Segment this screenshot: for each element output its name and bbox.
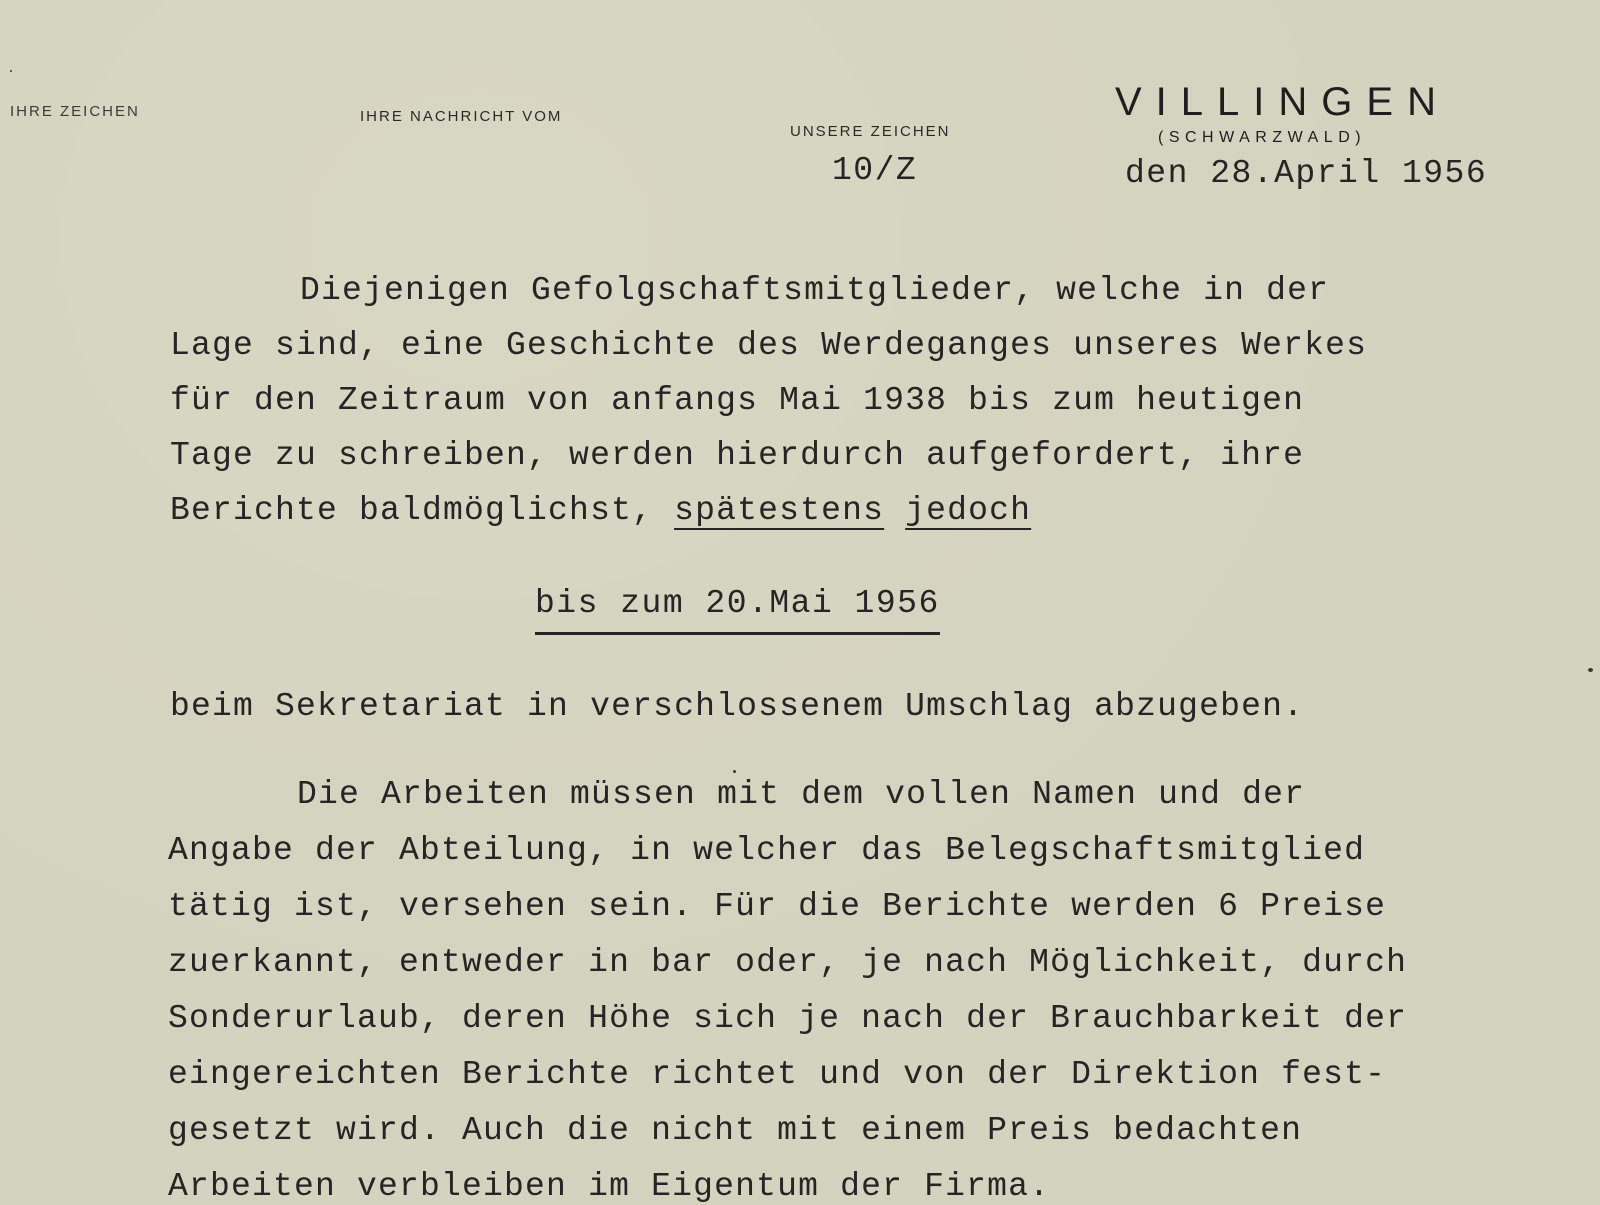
paragraph-3-line-2: Angabe der Abteilung, in welcher das Belegschaftsmitglied [168,832,1366,869]
letter-date: den 28.April 1956 [1125,155,1488,192]
paragraph-3-line-1: Die Arbeiten müssen mit dem vollen Namen und der [297,776,1306,813]
paragraph-3-line-7: gesetzt wird. Auch die nicht mit einem Preis bedachten [168,1112,1303,1149]
ihre-nachricht-label: IHRE NACHRICHT VOM [360,108,563,125]
paragraph-3-line-6: eingereichten Berichte richtet und von der Direktion fest- [168,1056,1387,1093]
letterhead-region: (SCHWARZWALD) [1158,129,1367,146]
paragraph-1-line-4: Tage zu schreiben, werden hierdurch aufgefordert, ihre [170,437,1305,474]
paragraph-1-line-3: für den Zeitraum von anfangs Mai 1938 bis zum heutigen [170,382,1305,419]
paragraph-1-line-1: Diejenigen Gefolgschaftsmitglieder, welche in der [300,272,1330,309]
paragraph-3-line-8: Arbeiten verbleiben im Eigentum der Firma. [168,1168,1051,1205]
ihre-zeichen-label: IHRE ZEICHEN [10,103,140,120]
paper-speck [733,770,736,773]
unsere-zeichen-label: UNSERE ZEICHEN [790,123,951,140]
letterhead-city: VILLINGEN [1115,80,1450,124]
paragraph-2: beim Sekretariat in verschlossenem Umschlag abzugeben. [170,688,1305,725]
underlined-jedoch: jedoch [905,492,1032,529]
paper-speck [10,70,12,72]
paragraph-3-line-5: Sonderurlaub, deren Höhe sich je nach der Brauchbarkeit der [168,1000,1408,1037]
underlined-spaetestens: spätestens [674,492,885,529]
paragraph-1-line-5-text: Berichte baldmöglichst, [170,492,675,529]
paragraph-1-line-2: Lage sind, eine Geschichte des Werdeganges unseres Werkes [170,327,1368,364]
deadline-line: bis zum 20.Mai 1956 [535,585,940,635]
paper-speck [1588,668,1593,672]
paragraph-3-line-4: zuerkannt, entweder in bar oder, je nach Möglichkeit, durch [168,944,1408,981]
paragraph-3-line-3: tätig ist, versehen sein. Für die Berichte werden 6 Preise [168,888,1387,925]
paragraph-1-line-5 [170,492,1031,529]
unsere-zeichen-value: 10/Z [832,152,918,189]
